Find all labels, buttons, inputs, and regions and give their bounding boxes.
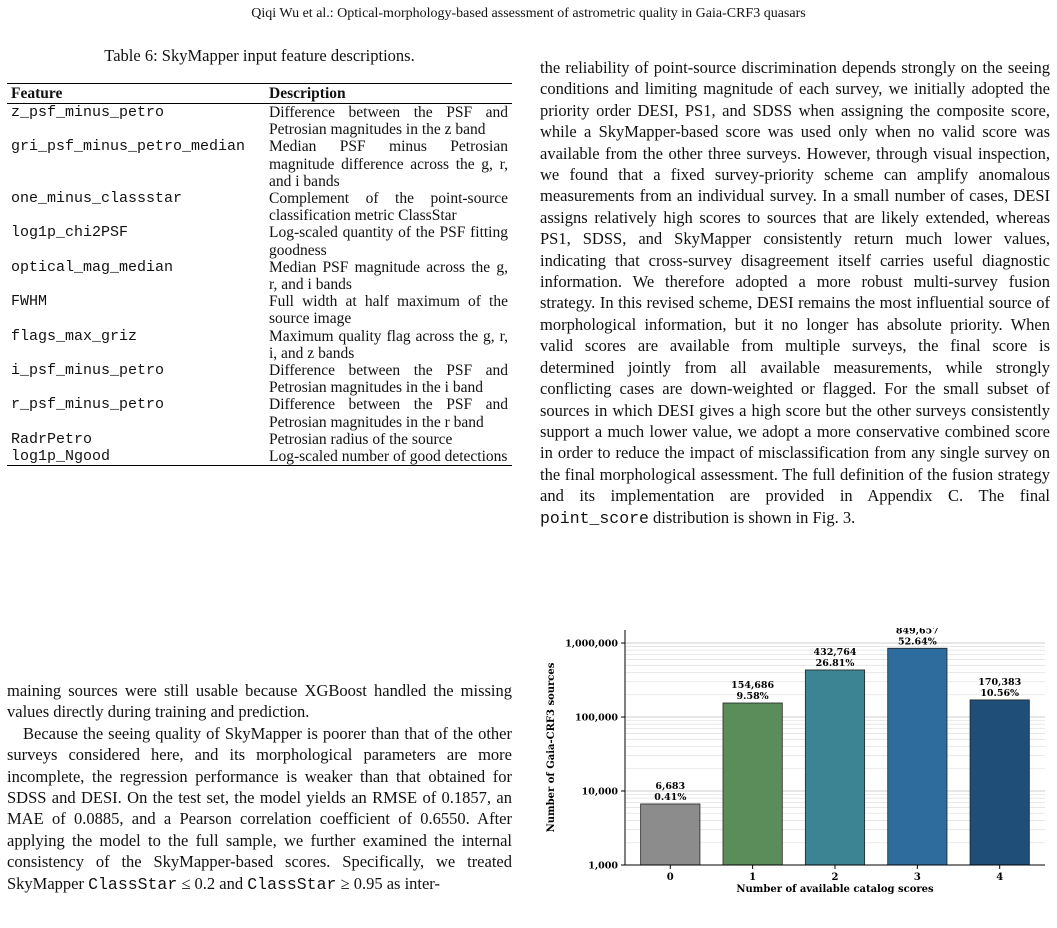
feature-name: r_psf_minus_petro (11, 396, 165, 414)
text-run: ≥ 0.95 as inter- (336, 873, 440, 893)
bar-percent-label: 0.41% (654, 791, 687, 803)
table-row (7, 396, 512, 430)
feature-name: z_psf_minus_petro (11, 104, 165, 121)
feature-description: Median PSF magnitude across the g, r, and i bands (269, 258, 508, 294)
figure-3-chart (540, 628, 1050, 928)
bar (970, 700, 1029, 865)
feature-description: Complement of the point-source classification metric ClassStar (269, 190, 508, 225)
y-axis-title: Number of Gaia-CRF3 sources (546, 662, 557, 833)
table-row (7, 259, 512, 293)
x-tick-label: 3 (913, 872, 921, 883)
paragraph: maining sources were still usable because XGBoost handled the missing values directly during training and prediction. (7, 681, 512, 722)
feature-name: flags_max_griz (11, 327, 138, 345)
code-point-score: point_score (540, 508, 649, 528)
code-classstar: ClassStar (88, 874, 178, 894)
table-row (7, 224, 512, 258)
text-run: ≤ 0.2 and (177, 873, 248, 893)
table-row (7, 293, 512, 327)
feature-description: Difference between the PSF and Petrosian magnitudes in the r band (269, 396, 508, 431)
x-tick-label: 0 (666, 872, 674, 883)
table-section (7, 46, 512, 466)
feature-name: log1p_Ngood (11, 448, 111, 466)
feature-name: log1p_chi2PSF (11, 224, 129, 242)
bar-chart-svg (540, 628, 1050, 923)
y-tick-label: 100,000 (575, 712, 618, 724)
table-caption: Table 6: SkyMapper input feature descriptions. (104, 46, 415, 65)
table-row (7, 138, 512, 190)
table-row (7, 190, 512, 224)
feature-name: i_psf_minus_petro (11, 362, 165, 380)
table-header-row (7, 84, 512, 104)
bar-value-label: 170,383 (978, 676, 1022, 688)
bar (805, 670, 864, 865)
left-body-text (7, 680, 512, 895)
x-tick-label: 2 (831, 872, 839, 883)
table-row (7, 328, 512, 362)
paragraph (540, 57, 1050, 529)
feature-description: Difference between the PSF and Petrosian magnitudes in the i band (269, 362, 508, 397)
running-head: Qiqi Wu et al.: Optical-morphology-based assessment of astrometric quality in Gaia-CRF3 quasars (251, 6, 806, 21)
x-axis-title: Number of available catalog scores (736, 884, 934, 895)
y-tick-label: 1,000 (588, 860, 618, 872)
text-run: distribution is shown in Fig. 3. (648, 507, 856, 527)
table-row (7, 362, 512, 396)
code-classstar: ClassStar (247, 874, 337, 894)
col-header-feature: Feature (11, 85, 63, 102)
feature-description: Petrosian radius of the source (269, 430, 453, 448)
feature-description: Maximum quality flag across the g, r, i, and z bands (269, 327, 508, 362)
bar-percent-label: 9.58% (736, 691, 769, 703)
bar (723, 703, 782, 865)
feature-name: one_minus_classstar (11, 190, 183, 208)
text-run: the reliability of point-source discrimination depends strongly on the seeing conditions and limiting magnitude of each survey, we initially adopted the priority order DESI, PS1, and SDSS when assigning the composite score, while a SkyMapper-based score was used only when no valid score was available from the other three surveys. However, through visual inspection, we found that a fixed survey-priority scheme can amplify anomalous measurements from an individual survey. In a small number of cases, DESI assigns relatively high scores to sources that are likely extended, whereas PS1, SDSS, and SkyMapper consistently return much lower values, indicating that cross-survey disagreement itself carries useful diagnostic information. We therefore adopted a more robust multi-survey fusion strategy. In this revised scheme, DESI remains the most influential source of morphological information, but it no longer has absolute priority. When valid scores are available from multiple surveys, the final score is determined jointly from all available measurements, while strongly conflicting cases are down-weighted or flagged. For the small subset of sources in which DESI gives a high score but the other surveys consistently support a much lower value, we adopt a more conservative combined score in order to reduce the impact of misclassification from any single survey on the final morphological assessment. The full definition of the fusion strategy and its implementation are provided in Appendix C. The final (540, 58, 1050, 506)
feature-table (7, 83, 512, 466)
feature-description: Log-scaled number of good detections (269, 448, 508, 466)
feature-name: FWHM (11, 293, 48, 311)
text-run: Because the seeing quality of SkyMapper is poorer than that of the other surveys considered here, and its morphological parameters are more incomplete, the regression performance is weaker than that obtained for SDSS and DESI. On the test set, the model yields an RMSE of 0.1857, an MAE of 0.0885, and a Pearson correlation coefficient of 0.6550. After applying the model to the full sample, we further examined the internal consistency of the SkyMapper-based scores. Specifically, we treated SkyMapper (7, 723, 512, 893)
bar-value-label: 154,686 (731, 680, 775, 692)
right-body-text (540, 57, 1050, 529)
bar-value-label: 6,683 (655, 780, 686, 792)
bar-percent-label: 26.81% (815, 657, 855, 669)
feature-name: RadrPetro (11, 430, 93, 448)
table-body (7, 104, 512, 466)
bar-value-label: 432,764 (813, 646, 857, 658)
feature-name: gri_psf_minus_petro_median (11, 138, 246, 156)
bar (888, 648, 947, 865)
feature-description: Difference between the PSF and Petrosian magnitudes in the z band (269, 104, 508, 139)
y-tick-label: 10,000 (581, 786, 618, 798)
col-header-description: Description (269, 85, 346, 102)
y-tick-label: 1,000,000 (565, 638, 618, 650)
feature-description: Median PSF minus Petrosian magnitude difference across the g, r, and i bands (269, 138, 508, 190)
paragraph (7, 723, 512, 895)
bar (641, 804, 700, 865)
bar-percent-label: 10.56% (980, 687, 1020, 699)
bar-value-label: 849,657 (895, 628, 939, 637)
table-row (7, 448, 512, 466)
feature-name: optical_mag_median (11, 258, 174, 276)
x-tick-label: 1 (749, 872, 757, 883)
bar-percent-label: 52.64% (897, 636, 937, 648)
table-row (7, 104, 512, 139)
x-tick-label: 4 (996, 872, 1004, 883)
feature-description: Full width at half maximum of the source image (269, 293, 508, 328)
feature-description: Log-scaled quantity of the PSF fitting goodness (269, 224, 508, 259)
table-row (7, 431, 512, 448)
